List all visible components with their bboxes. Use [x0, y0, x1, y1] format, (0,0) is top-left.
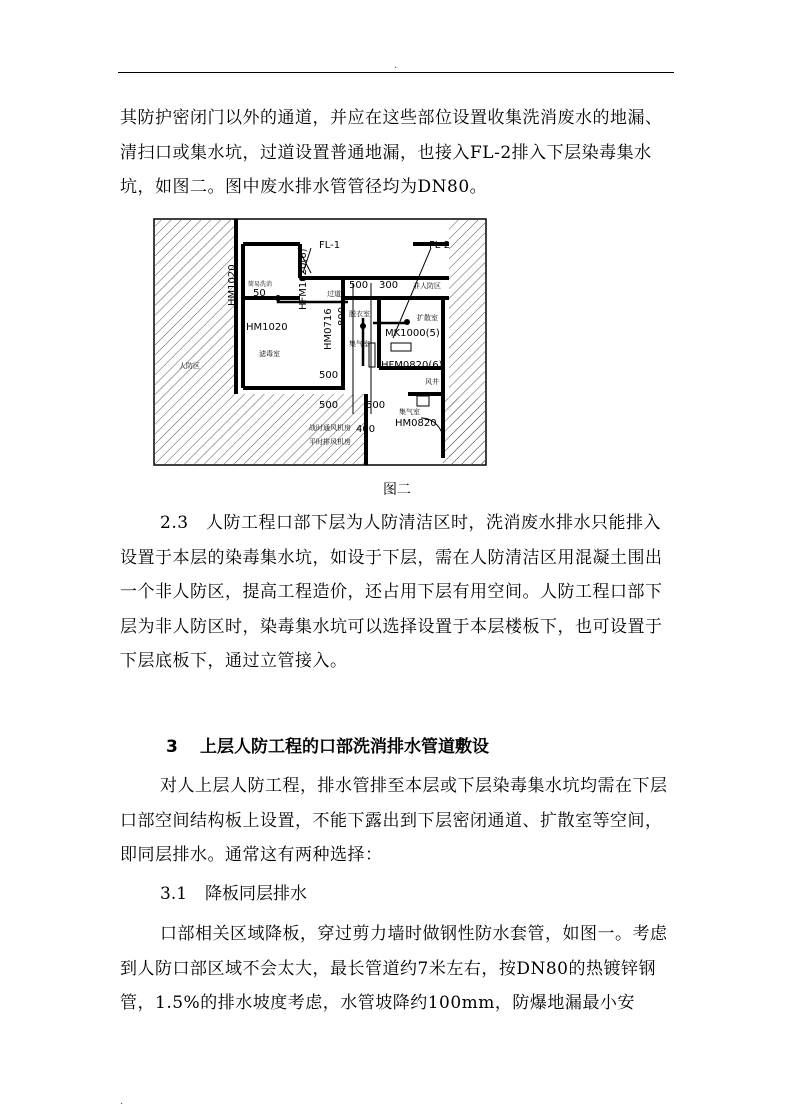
header-rule	[118, 72, 674, 73]
label-dim-500-mid: 500	[319, 370, 339, 381]
figure-caption: 图二	[383, 482, 411, 498]
figure-2-drawing	[153, 218, 487, 466]
label-fengjing: 风井	[425, 378, 439, 386]
subsection-title: 降板同层排水	[205, 884, 308, 904]
subsection-number: 3.1	[160, 884, 188, 904]
header-mark: .	[394, 60, 398, 71]
label-feirenfangqu: 非人防区	[413, 282, 441, 290]
hatch-bottom-right	[443, 398, 486, 465]
paragraph-1: 其防护密闭门以外的通道，并应在这些部位设置收集洗消废水的地漏、清扫口或集水坑，过道设置普通地漏，也接入FL-2排入下层染毒集水坑，如图二。图中废水排水管管径均为DN80。	[120, 108, 663, 197]
label-tuoyishi: 脱衣室	[349, 310, 370, 318]
label-guodao: 过道	[327, 290, 341, 298]
hatch-left	[154, 219, 236, 465]
label-pingshi: 平时排风机房	[309, 438, 351, 446]
label-dim-500-low: 500	[319, 400, 339, 411]
label-renfangqu: 人防区	[179, 362, 200, 370]
paragraph-4: 口部相关区域降板，穿过剪力墙时做钢性防水套管，如图一。考虑到人防口部区域不会太大，最长管道约7米左右，按DN80的热镀锌钢管，1.5%的排水坡度考虑，水管坡降约100mm，防爆地漏最小安	[120, 924, 668, 1013]
label-jiqishi: 集气室	[399, 408, 420, 416]
label-hm0820: HM0820	[395, 418, 437, 429]
paragraph-2: 2.3 人防工程口部下层为人防清洁区时，洗消废水排水只能排入设置于本层的染毒集水坑，如设于下层，需在人防清洁区用混凝土围出一个非人防区，提高工程造价，还占用下层有用空间。人防工程口部下层为非人防区时，染毒集水坑可以选择设置于本层楼板下，也可设置于下层底板下，通过立管接入。	[120, 513, 663, 671]
section-number: 3	[166, 737, 178, 757]
floor-plan-svg	[153, 218, 487, 466]
label-fl2: FL-2	[429, 240, 451, 251]
label-jishuikeng: 集气室	[349, 340, 370, 348]
section-heading	[120, 730, 489, 764]
label-hm0716: HM0716	[323, 308, 334, 350]
footer-mark: .	[120, 1096, 124, 1107]
label-dim-300: 300	[379, 280, 399, 291]
label-zhanshi: 战时通风机房	[309, 424, 351, 432]
paragraph-3: 对人上层人防工程，排水管排至本层或下层染毒集水坑均需在下层口部空间结构板上设置，不能下露出到下层密闭通道、扩散室等空间，即同层排水。通常这有两种选择：	[120, 776, 668, 865]
label-dim-400: 400	[356, 424, 376, 435]
label-fl1: FL-1	[319, 240, 341, 251]
label-mk1000: MK1000(5)	[385, 328, 440, 339]
label-hm1020-vert: HM1020	[227, 264, 238, 306]
label-wash: 简易洗消	[248, 281, 273, 288]
label-dim-500-low2: 500	[366, 400, 386, 411]
label-hfm1020: HFM1020(6)	[298, 248, 309, 310]
label-dim-50: 50	[253, 288, 266, 299]
label-dim-500: 500	[349, 280, 369, 291]
label-hm1020: HM1020	[246, 322, 288, 333]
label-hfm0820: HFM0820(6)	[381, 360, 443, 371]
label-kuosanshi: 扩散室	[417, 314, 438, 322]
subsection-heading	[160, 877, 307, 911]
section-title: 上层人防工程的口部洗消排水管道敷设	[200, 737, 489, 757]
label-xiaodushi: 滤毒室	[259, 350, 280, 358]
label-dim-800: 800	[337, 306, 348, 326]
